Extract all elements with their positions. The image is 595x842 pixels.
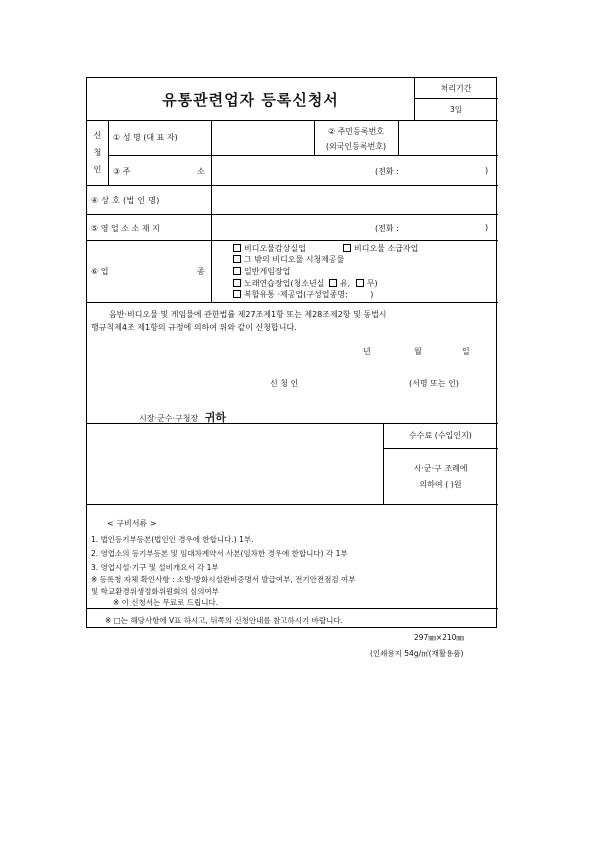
reg-no-line: (외국인등록번호) bbox=[325, 141, 387, 151]
registration-number-field[interactable] bbox=[398, 120, 498, 155]
document-item: 1. 법인등기부등본(법인인 경우에 한합니다.) 1부. bbox=[91, 535, 254, 544]
location-field[interactable] bbox=[211, 214, 498, 240]
statement-line-1: 음반·비디오물 및 게임물에 관한법률 제27조제1항 또는 제28조제2항 및 동법시 bbox=[109, 310, 387, 319]
checkbox[interactable] bbox=[356, 279, 364, 287]
section-char: 신 bbox=[93, 131, 102, 140]
rule bbox=[87, 302, 498, 303]
date-year: 년 bbox=[363, 347, 371, 356]
name-label: ① 성 명 (대 표 자) bbox=[113, 133, 178, 142]
stamp-area[interactable] bbox=[87, 423, 383, 504]
checkbox[interactable] bbox=[329, 279, 337, 287]
document-item: ※ 이 신청서는 무료로 드립니다. bbox=[113, 598, 219, 607]
checkbox[interactable] bbox=[233, 244, 241, 252]
business-option[interactable] bbox=[233, 243, 306, 254]
paper-size: 297㎜×210㎜ bbox=[414, 633, 464, 642]
checkbox-note: ※ □는 해당사항에 V표 하시고, 뒤쪽의 신청안내를 참고하시기 바랍니다. bbox=[105, 616, 343, 625]
honorific: 귀하 bbox=[204, 411, 226, 424]
application-form bbox=[86, 77, 497, 628]
document-item: 2. 영업소의 등기부등본 및 임대차계약서 사본(임차한 경우에 한합니다) 각 1부 bbox=[91, 549, 348, 558]
business-option[interactable] bbox=[343, 243, 418, 254]
address-field[interactable] bbox=[211, 155, 498, 185]
option-label: ) bbox=[370, 290, 374, 299]
option-label: 무) bbox=[366, 279, 378, 288]
rule bbox=[87, 608, 498, 609]
signature-hint: (서명 또는 인) bbox=[409, 379, 459, 388]
registration-number-label bbox=[314, 122, 398, 155]
statement-line-2: 행규칙제4조 제1항의 규정에 의하여 위와 같이 신청합니다. bbox=[91, 323, 297, 332]
form-title: 유통관련업자 등록신청서 bbox=[162, 90, 339, 109]
checkbox[interactable] bbox=[233, 290, 241, 298]
rule bbox=[108, 120, 109, 185]
checkbox[interactable] bbox=[343, 244, 351, 252]
applicant-signature-label: 신 청 인 bbox=[270, 379, 299, 388]
name-field[interactable] bbox=[211, 120, 314, 155]
fee-text bbox=[383, 448, 498, 504]
fee-line: 시·군·구 조례에 bbox=[413, 463, 468, 473]
business-type-label-end: 종 bbox=[197, 267, 205, 276]
address-phone-label: (전화 : bbox=[375, 167, 399, 176]
reg-no-line: ② 주민등록번호 bbox=[327, 126, 385, 136]
trade-name-field[interactable] bbox=[211, 185, 498, 214]
option-label: 그 밖의 비디오물 시청제공물 bbox=[244, 255, 345, 264]
checkbox[interactable] bbox=[233, 267, 241, 275]
location-label: ⑤ 영 업 소 소 재 지 bbox=[91, 224, 160, 233]
processing-period-label: 처리기간 bbox=[440, 83, 472, 93]
address-label: ③ 주 bbox=[113, 167, 131, 176]
fee-label: 수수료 (수입인지) bbox=[409, 431, 472, 440]
business-option[interactable] bbox=[233, 266, 290, 277]
section-char: 청 bbox=[93, 148, 102, 157]
location-phone-close: ) bbox=[485, 223, 489, 232]
checkbox[interactable] bbox=[233, 279, 241, 287]
trade-name-label: ④ 상 호 (법 인 명) bbox=[91, 196, 160, 205]
option-label: 비디오물감상실업 bbox=[244, 244, 306, 253]
business-option[interactable] bbox=[233, 289, 373, 300]
fee-line: 의하여 ( )원 bbox=[419, 479, 462, 489]
checkbox[interactable] bbox=[233, 255, 241, 263]
processing-period-value: 3일 bbox=[449, 104, 463, 114]
option-label: 일반게임장업 bbox=[244, 267, 291, 276]
rule bbox=[87, 240, 498, 241]
document-item: 3. 영업시설·기구 및 설비개요서 각 1부 bbox=[91, 563, 219, 572]
business-option[interactable] bbox=[233, 254, 344, 265]
section-char: 인 bbox=[93, 165, 102, 174]
paper-spec: (인쇄용지 54g/㎡(재활용품) bbox=[370, 649, 464, 658]
applicant-section-label bbox=[87, 120, 108, 185]
option-label: 복합유통 ·제공업(구성업종명: bbox=[244, 290, 348, 299]
location-phone-label: (전화 : bbox=[375, 224, 399, 233]
addressee-text: 시장·군수·구청장 bbox=[139, 414, 199, 423]
rule bbox=[87, 504, 498, 505]
date-day: 일 bbox=[462, 347, 470, 356]
business-type-label: ⑥ 업 bbox=[91, 267, 109, 276]
business-option[interactable] bbox=[233, 278, 378, 289]
address-phone-close: ) bbox=[485, 166, 489, 175]
address-label-end: 소 bbox=[197, 167, 205, 176]
date-month: 월 bbox=[414, 347, 422, 356]
document-item: 및 학교환경위생정화위원회의 심의여부 bbox=[91, 587, 219, 596]
option-label: 유, bbox=[339, 279, 351, 288]
documents-heading: < 구비서류 > bbox=[107, 519, 157, 528]
option-label: 비디오물 소급자업 bbox=[354, 244, 419, 253]
option-label: 노래연습장업(청소년실 bbox=[244, 279, 325, 288]
document-item: ※ 등록청 자체 확인사항 : 소방·방화시설완비증명서 발급여부, 전기안전점검 여부 bbox=[91, 575, 356, 584]
